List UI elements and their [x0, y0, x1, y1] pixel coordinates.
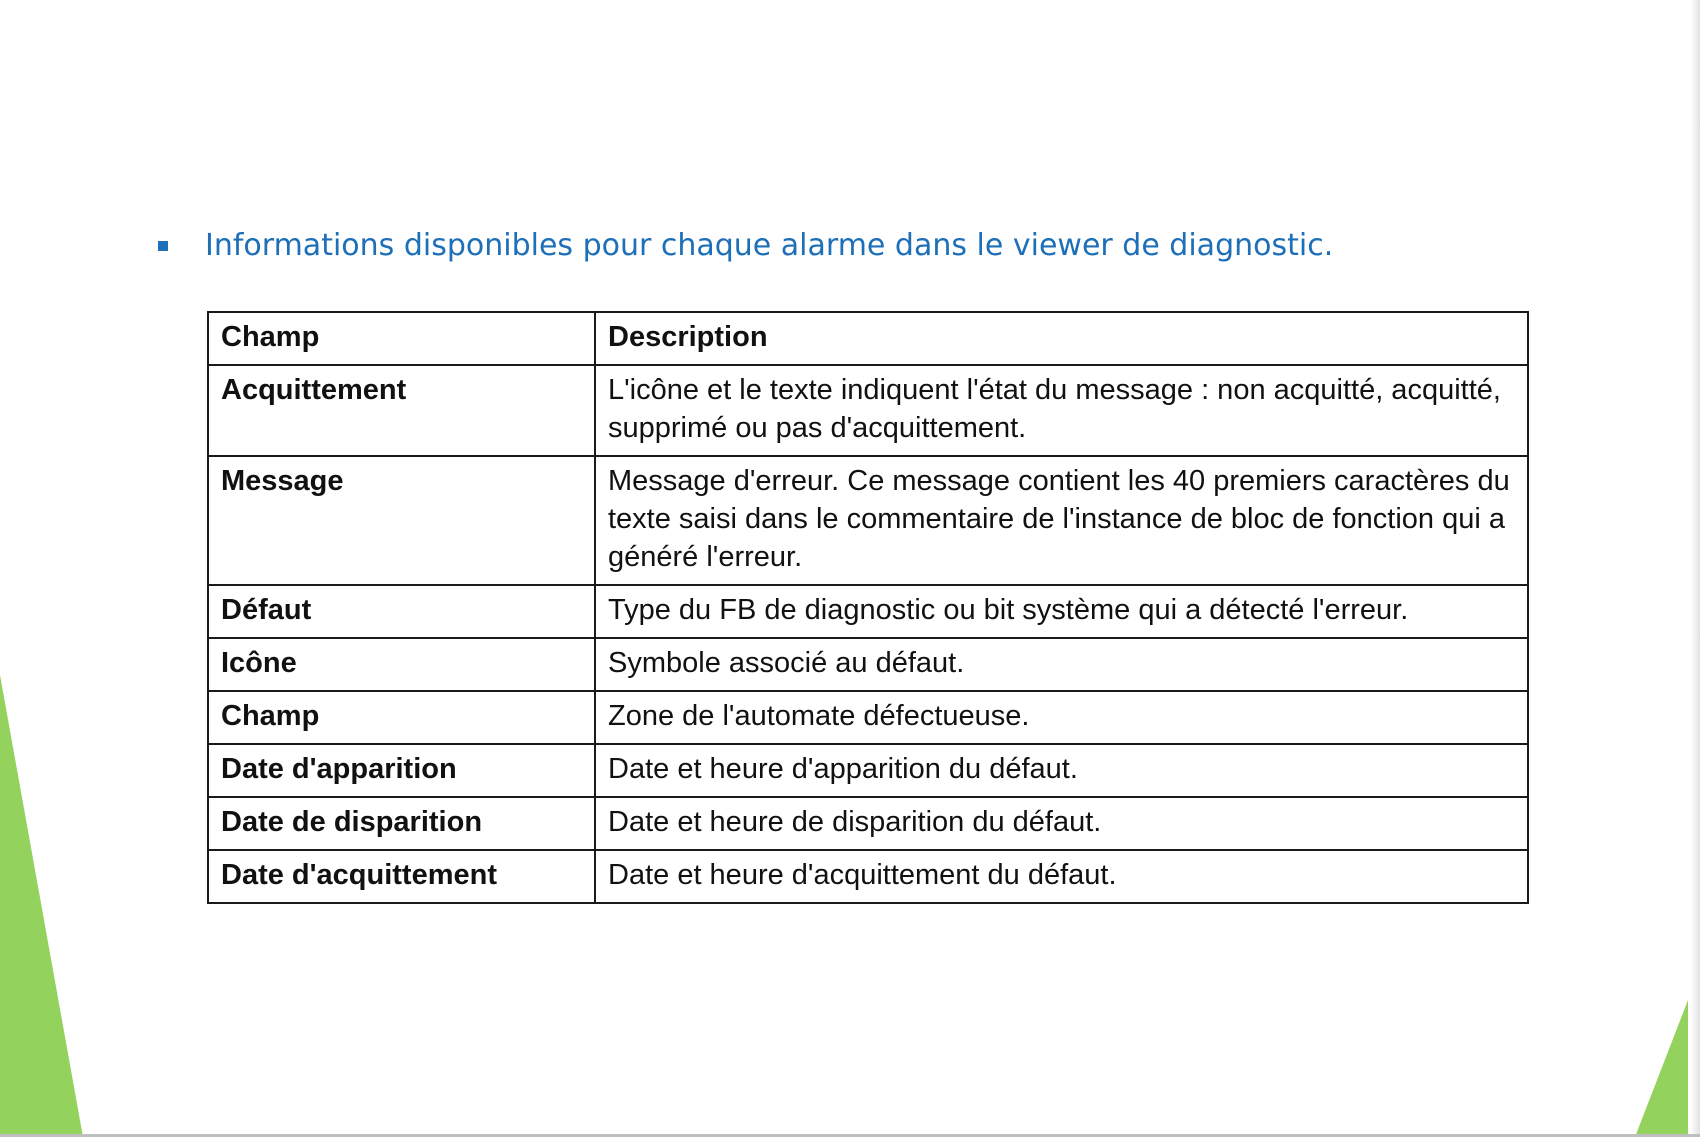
row-field: Date d'apparition [208, 744, 595, 797]
row-field: Défaut [208, 585, 595, 638]
row-description: Date et heure d'acquittement du défaut. [595, 850, 1528, 903]
table-row [208, 797, 1528, 850]
row-field: Acquittement [208, 365, 595, 456]
header-description: Description [595, 312, 1528, 365]
left-green-triangle [0, 675, 83, 1137]
table-row [208, 456, 1528, 585]
row-field: Date d'acquittement [208, 850, 595, 903]
square-bullet-icon [158, 241, 168, 251]
row-description: Symbole associé au défaut. [595, 638, 1528, 691]
row-field: Icône [208, 638, 595, 691]
row-description: Date et heure d'apparition du défaut. [595, 744, 1528, 797]
row-description: Type du FB de diagnostic ou bit système qui a détecté l'erreur. [595, 585, 1528, 638]
row-description: Message d'erreur. Ce message contient les 40 premiers caractères du texte saisi dans le commentaire de l'instance de bloc de fonction qui a généré l'erreur. [595, 456, 1528, 585]
table-row [208, 365, 1528, 456]
right-edge-shadow [1690, 0, 1700, 1137]
row-field: Date de disparition [208, 797, 595, 850]
table-header-row [208, 312, 1528, 365]
alarm-info-table [207, 311, 1529, 904]
table-row [208, 585, 1528, 638]
row-description: Zone de l'automate défectueuse. [595, 691, 1528, 744]
header-field: Champ [208, 312, 595, 365]
table-row [208, 638, 1528, 691]
heading-bullet [158, 228, 1333, 263]
row-field: Champ [208, 691, 595, 744]
row-description: Date et heure de disparition du défaut. [595, 797, 1528, 850]
row-field: Message [208, 456, 595, 585]
table-row [208, 850, 1528, 903]
table-row [208, 744, 1528, 797]
table-row [208, 691, 1528, 744]
heading-text: Informations disponibles pour chaque alarme dans le viewer de diagnostic. [205, 228, 1334, 263]
row-description: L'icône et le texte indiquent l'état du message : non acquitté, acquitté, supprimé ou pas d'acquittement. [595, 365, 1528, 456]
right-green-triangle [1635, 1000, 1688, 1137]
